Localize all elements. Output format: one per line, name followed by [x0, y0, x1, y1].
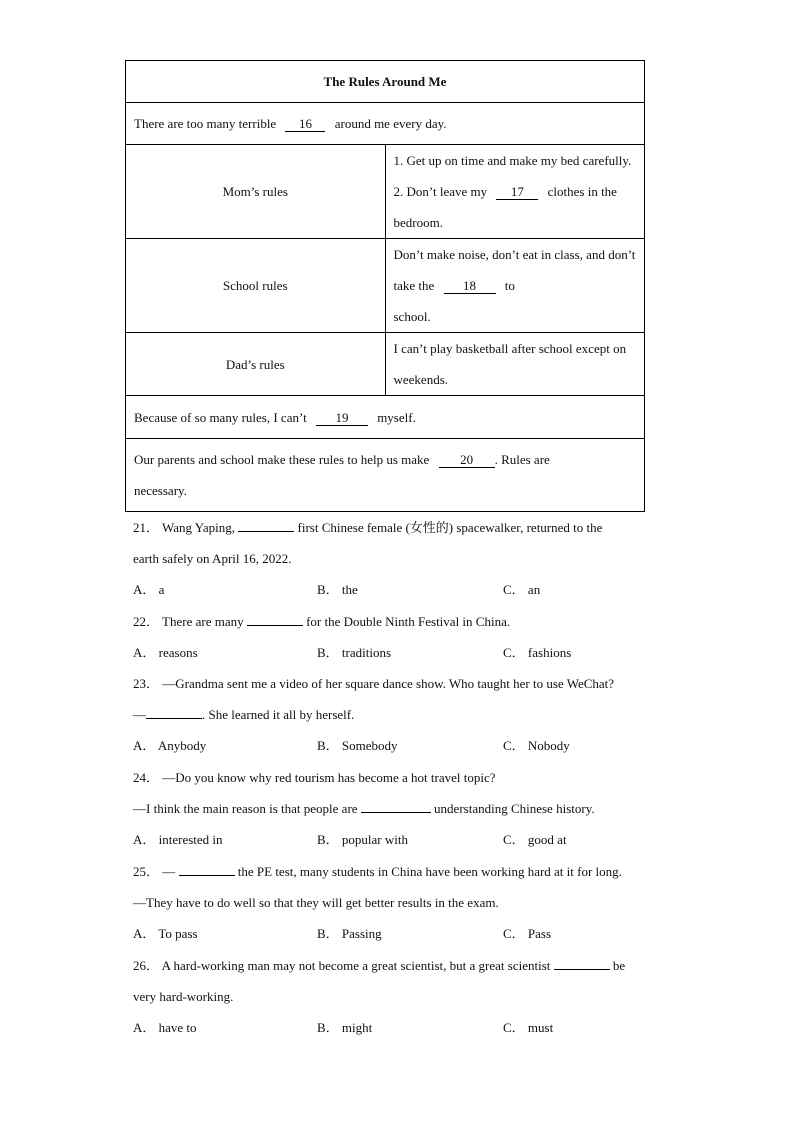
- because-text-after: myself.: [377, 409, 416, 425]
- options-row: [133, 730, 663, 761]
- option-a[interactable]: A． Anybody: [133, 738, 207, 753]
- table-row-dads-rules: [126, 333, 645, 396]
- rules-table: [125, 60, 645, 512]
- blank-19: 19: [316, 411, 368, 426]
- question-number: 23．: [133, 676, 160, 691]
- option-b[interactable]: B． might: [317, 1020, 373, 1035]
- options-row: [133, 1012, 673, 1043]
- question-text: —Grandma sent me a video of her square dance show. Who taught her to use WeChat?: [162, 676, 615, 691]
- school-rule-line2: school.: [393, 309, 431, 324]
- question-text: —They have to do well so that they will get better results in the exam.: [133, 895, 499, 910]
- option-c[interactable]: C． Nobody: [503, 738, 570, 753]
- answer-blank: [238, 519, 294, 532]
- parents-text: Our parents and school make these rules to help us make: [134, 452, 430, 467]
- option-c[interactable]: C． must: [503, 1020, 554, 1035]
- school-rules-label: School rules: [126, 239, 386, 333]
- question-text: Wang Yaping,: [162, 520, 236, 535]
- table-title: The Rules Around Me: [126, 61, 645, 103]
- because-text: Because of so many rules, I can’t: [134, 409, 307, 425]
- option-a[interactable]: A． To pass: [133, 926, 198, 941]
- question-text: earth safely on April 16, 2022.: [133, 551, 292, 566]
- question-number: 25．: [133, 864, 160, 879]
- question-24: [133, 762, 663, 855]
- table-row-school-rules: [126, 239, 645, 333]
- question-21: [133, 512, 663, 605]
- option-a[interactable]: A． a: [133, 582, 165, 597]
- option-c[interactable]: C． good at: [503, 832, 567, 847]
- question-text: the PE test, many students in China have been working hard at it for long.: [237, 864, 622, 879]
- question-number: 21．: [133, 520, 160, 535]
- school-rule-text: Don’t make noise, don’t eat in class, and don’t take the: [393, 247, 636, 293]
- table-row-intro: [126, 103, 645, 145]
- question-text: There are many: [162, 614, 244, 629]
- dads-rule-text: I can’t play basketball after school except on weekends.: [385, 333, 645, 396]
- table-row-parents: [126, 439, 645, 512]
- answer-blank: [247, 613, 303, 626]
- question-text: —: [162, 864, 176, 879]
- options-row: [133, 574, 663, 605]
- option-b[interactable]: B． popular with: [317, 832, 408, 847]
- moms-rule-1: 1. Get up on time and make my bed carefully.: [393, 153, 632, 168]
- question-number: 24．: [133, 770, 160, 785]
- dads-rules-label: Dad’s rules: [126, 333, 386, 396]
- question-text: . She learned it all by herself.: [202, 707, 355, 722]
- answer-blank: [361, 800, 431, 813]
- answer-blank: [554, 957, 610, 970]
- question-text: first Chinese female (女性的) spacewalker, returned to the: [297, 520, 603, 535]
- question-25: [133, 856, 673, 949]
- question-text: understanding Chinese history.: [434, 801, 595, 816]
- option-b[interactable]: B． the: [317, 582, 358, 597]
- option-a[interactable]: A． have to: [133, 1020, 197, 1035]
- question-number: 26．: [133, 958, 160, 973]
- question-26: [133, 950, 673, 1043]
- question-number: 22．: [133, 614, 160, 629]
- parents-text-after: . Rules are: [494, 452, 550, 467]
- question-text: —: [133, 707, 146, 722]
- moms-rule-2: 2. Don’t leave my: [393, 184, 488, 199]
- answer-blank: [179, 863, 235, 876]
- question-22: [133, 606, 663, 668]
- moms-rule-2-after: clothes in the bedroom.: [393, 184, 617, 230]
- moms-rules-label: Mom’s rules: [126, 145, 386, 239]
- table-row-because: [126, 396, 645, 439]
- intro-text-after: around me every day.: [334, 116, 447, 131]
- question-23: [133, 668, 663, 761]
- option-c[interactable]: C． fashions: [503, 645, 572, 660]
- options-row: [133, 637, 663, 668]
- parents-line2: necessary.: [134, 483, 187, 498]
- blank-20: 20: [439, 453, 495, 468]
- school-rule-after: to: [504, 278, 515, 293]
- question-text: A hard-working man may not become a great scientist, but a great scientist: [161, 958, 551, 973]
- option-b[interactable]: B． Passing: [317, 926, 382, 941]
- question-text: for the Double Ninth Festival in China.: [306, 614, 511, 629]
- question-text: be: [612, 958, 626, 973]
- blank-17: 17: [496, 185, 538, 200]
- blank-16: 16: [285, 117, 325, 132]
- option-a[interactable]: A． reasons: [133, 645, 198, 660]
- options-row: [133, 824, 663, 855]
- intro-text: There are too many terrible: [134, 116, 277, 131]
- option-c[interactable]: C． Pass: [503, 926, 552, 941]
- option-c[interactable]: C． an: [503, 582, 541, 597]
- answer-blank: [146, 706, 202, 719]
- options-row: [133, 918, 673, 949]
- question-text: —Do you know why red tourism has become a hot travel topic?: [162, 770, 496, 785]
- table-row-moms-rules: [126, 145, 645, 239]
- option-b[interactable]: B． Somebody: [317, 738, 398, 753]
- question-text: very hard-working.: [133, 989, 234, 1004]
- option-a[interactable]: A． interested in: [133, 832, 223, 847]
- option-b[interactable]: B． traditions: [317, 645, 392, 660]
- blank-18: 18: [444, 279, 496, 294]
- question-text: —I think the main reason is that people are: [133, 801, 358, 816]
